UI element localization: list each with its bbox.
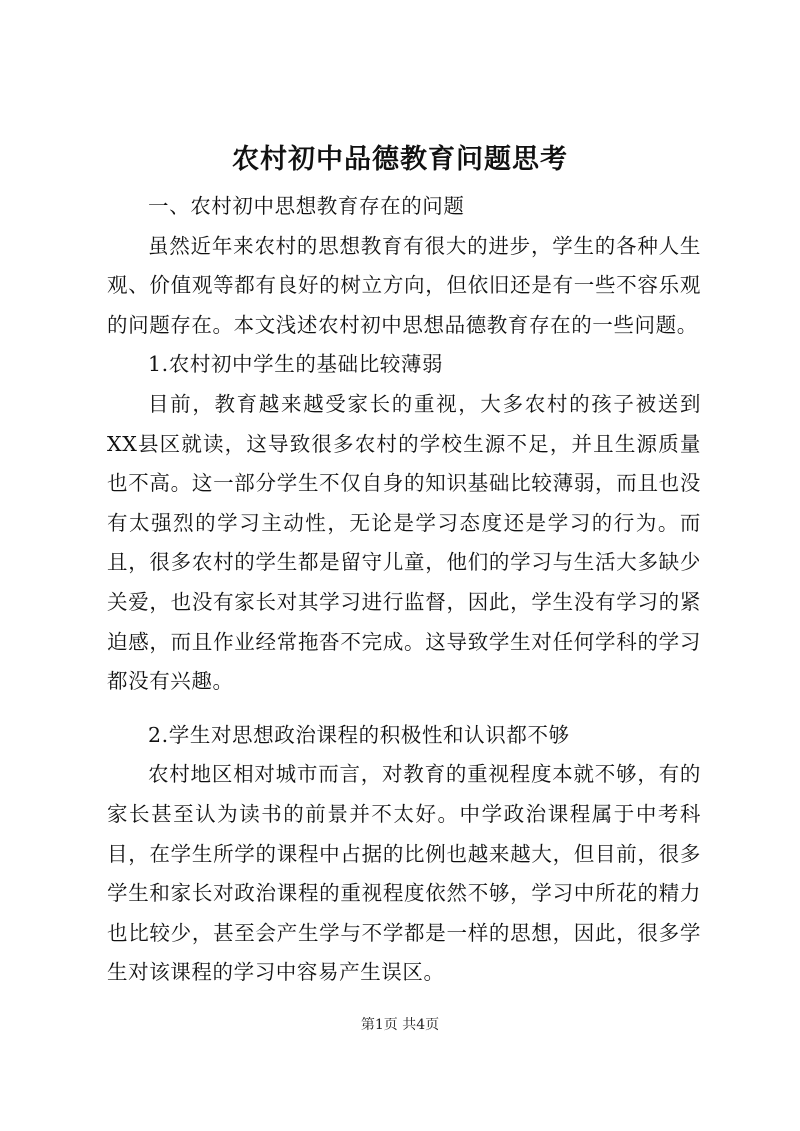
document-body xyxy=(107,187,701,993)
section-heading: 2.学生对思想政治课程的积极性和认识都不够 xyxy=(148,722,570,747)
document-title: 农村初中品德教育问题思考 xyxy=(232,144,568,175)
section-heading: 一、农村初中思想教育存在的问题 xyxy=(148,194,465,218)
page-footer: 第1页 共4页 xyxy=(360,1017,440,1033)
body-paragraph: 农村地区相对城市而言，对教育的重视程度本就不够，有的家长甚至认为读书的前景并不太好。中学政治课程属于中考科目，在学生所学的课程中占据的比例也越来越大，但目前，很多学生和家长对政治课程的重视程度依然不够，学习中所花的精力也比较少，甚至会产生学与不学都是一样的思想，因此，很多学生对该课程的学习中容易产生误区。 xyxy=(107,762,701,985)
section-heading: 1.农村初中学生的基础比较薄弱 xyxy=(148,352,444,377)
body-paragraph: 目前，教育越来越受家长的重视，大多农村的孩子被送到XX县区就读，这导致很多农村的学校生源不足，并且生源质量也不高。这一部分学生不仅自身的知识基础比较薄弱，而且也没有太强烈的学习主动性，无论是学习态度还是学习的行为。而且，很多农村的学生都是留守儿童，他们的学习与生活大多缺少关爱，也没有家长对其学习进行监督，因此，学生没有学习的紧迫感，而且作业经常拖沓不完成。这导致学生对任何学科的学习都没有兴趣。 xyxy=(107,391,701,694)
body-paragraph: 虽然近年来农村的思想教育有很大的进步，学生的各种人生观、价值观等都有良好的树立方向，但依旧还是有一些不容乐观的问题存在。本文浅述农村初中思想品德教育存在的一些问题。 xyxy=(107,233,701,337)
